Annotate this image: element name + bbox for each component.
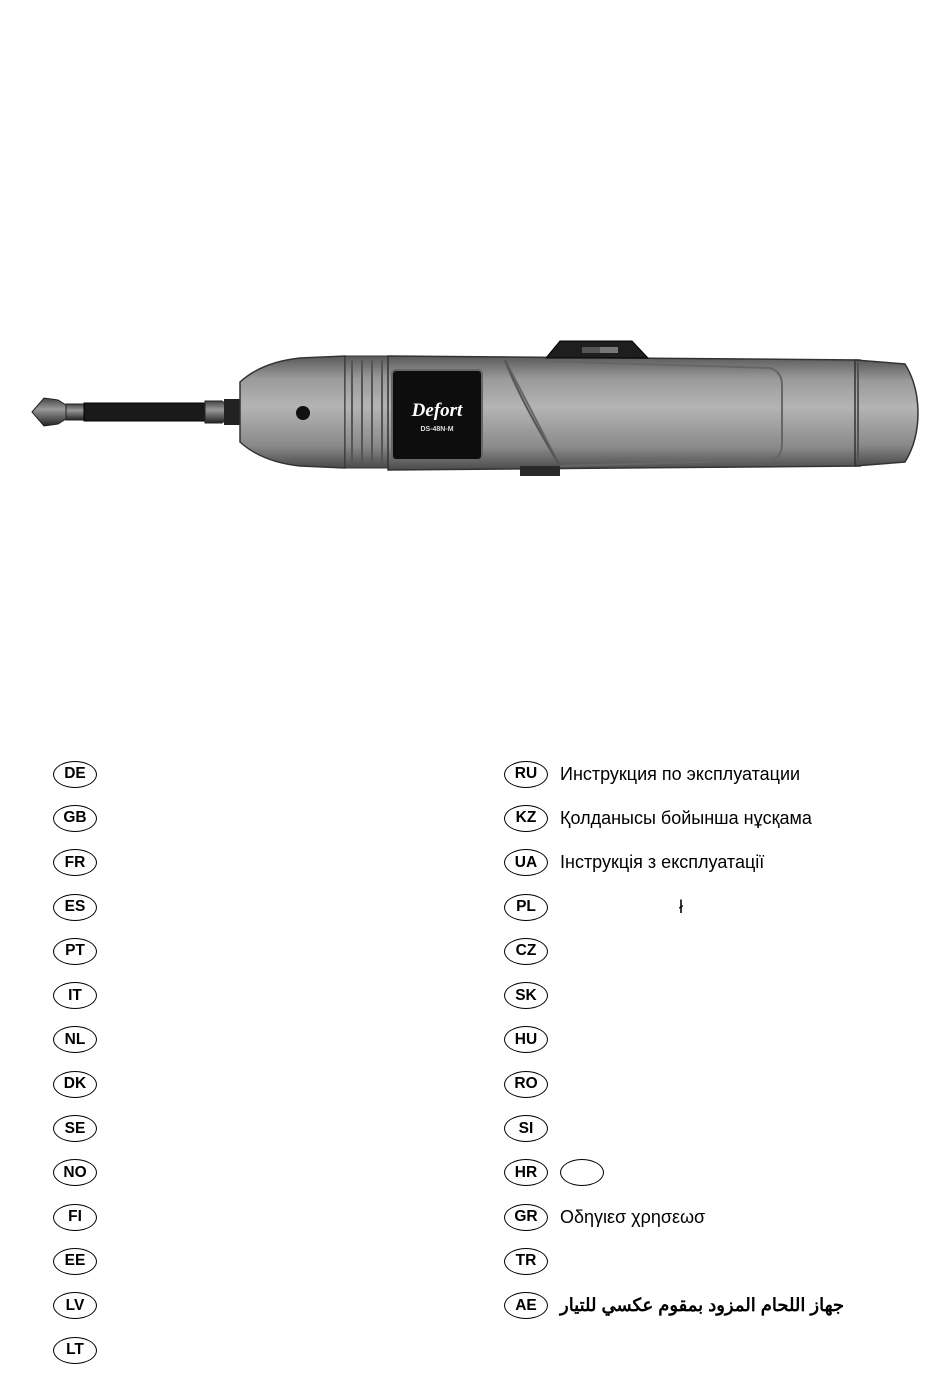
language-badge-gb: GB: [53, 805, 97, 832]
language-row-hr: [504, 1151, 844, 1195]
empty-language-badge: [560, 1159, 604, 1186]
screwdriver-illustration: [0, 0, 950, 500]
language-badge-de: DE: [53, 761, 97, 788]
language-title-ae: جهاز اللحام المزود بمقوم عكسي للتيار: [560, 1295, 845, 1316]
direction-switch: [546, 341, 648, 358]
language-row-nl: [53, 1018, 97, 1062]
language-badge-dk: DK: [53, 1071, 97, 1098]
language-row-se: [53, 1106, 97, 1150]
language-badge-hr: HR: [504, 1159, 548, 1186]
language-badge-hu: HU: [504, 1026, 548, 1053]
language-row-es: [53, 885, 97, 929]
language-badge-lv: LV: [53, 1292, 97, 1319]
language-list-left: [53, 752, 97, 1372]
language-row-dk: [53, 1062, 97, 1106]
language-badge-fi: FI: [53, 1204, 97, 1231]
language-row-lv: [53, 1284, 97, 1328]
model-number: DS-48N-M: [420, 426, 454, 433]
language-title-gr: Οδηγιεσ χρησεωσ: [560, 1206, 706, 1227]
language-badge-ro: RO: [504, 1071, 548, 1098]
language-title-ru: Инструкция по эксплуатации: [560, 763, 801, 784]
language-glyph-pl: ł: [679, 896, 683, 917]
language-row-lt: [53, 1328, 97, 1372]
language-badge-cz: CZ: [504, 938, 548, 965]
language-badge-si: SI: [504, 1115, 548, 1142]
language-badge-es: ES: [53, 894, 97, 921]
language-badge-ru: RU: [504, 761, 548, 788]
language-row-cz: [504, 929, 844, 973]
language-badge-tr: TR: [504, 1248, 548, 1275]
language-row-tr: [504, 1239, 844, 1283]
language-badge-kz: KZ: [504, 805, 548, 832]
language-row-pl: [504, 885, 844, 929]
language-row-ro: [504, 1062, 844, 1106]
language-row-fr: [53, 841, 97, 885]
language-row-gb: [53, 796, 97, 840]
language-badge-pt: PT: [53, 938, 97, 965]
grip-rings: [345, 356, 390, 468]
language-row-ru: [504, 752, 844, 796]
phillips-bit: [32, 398, 240, 426]
language-row-it: [53, 973, 97, 1017]
language-row-de: [53, 752, 97, 796]
language-row-pt: [53, 929, 97, 973]
language-badge-nl: NL: [53, 1026, 97, 1053]
language-badge-sk: SK: [504, 982, 548, 1009]
language-badge-no: NO: [53, 1159, 97, 1186]
language-row-hu: [504, 1018, 844, 1062]
language-row-ae: [504, 1284, 844, 1328]
language-row-fi: [53, 1195, 97, 1239]
language-badge-ae: AE: [504, 1292, 548, 1319]
nose-section: [240, 356, 345, 468]
language-badge-se: SE: [53, 1115, 97, 1142]
language-badge-lt: LT: [53, 1337, 97, 1364]
language-row-sk: [504, 973, 844, 1017]
language-title-kz: Қолданысы бойынша нұсқама: [560, 807, 812, 828]
brand-logo: Defort: [411, 400, 463, 421]
language-row-gr: [504, 1195, 844, 1239]
language-badge-it: IT: [53, 982, 97, 1009]
language-row-no: [53, 1151, 97, 1195]
language-row-ee: [53, 1239, 97, 1283]
language-row-kz: [504, 796, 844, 840]
trigger-button: [520, 466, 560, 476]
language-badge-gr: GR: [504, 1204, 548, 1231]
language-badge-pl: PL: [504, 894, 548, 921]
language-list-right: [504, 752, 844, 1328]
language-row-si: [504, 1106, 844, 1150]
language-title-ua: Інструкція з експлуатації: [560, 852, 765, 873]
language-badge-ua: UA: [504, 849, 548, 876]
language-row-ua: [504, 841, 844, 885]
battery-end-cap: [855, 360, 918, 466]
language-badge-ee: EE: [53, 1248, 97, 1275]
language-badge-fr: FR: [53, 849, 97, 876]
brand-label: [392, 370, 482, 460]
